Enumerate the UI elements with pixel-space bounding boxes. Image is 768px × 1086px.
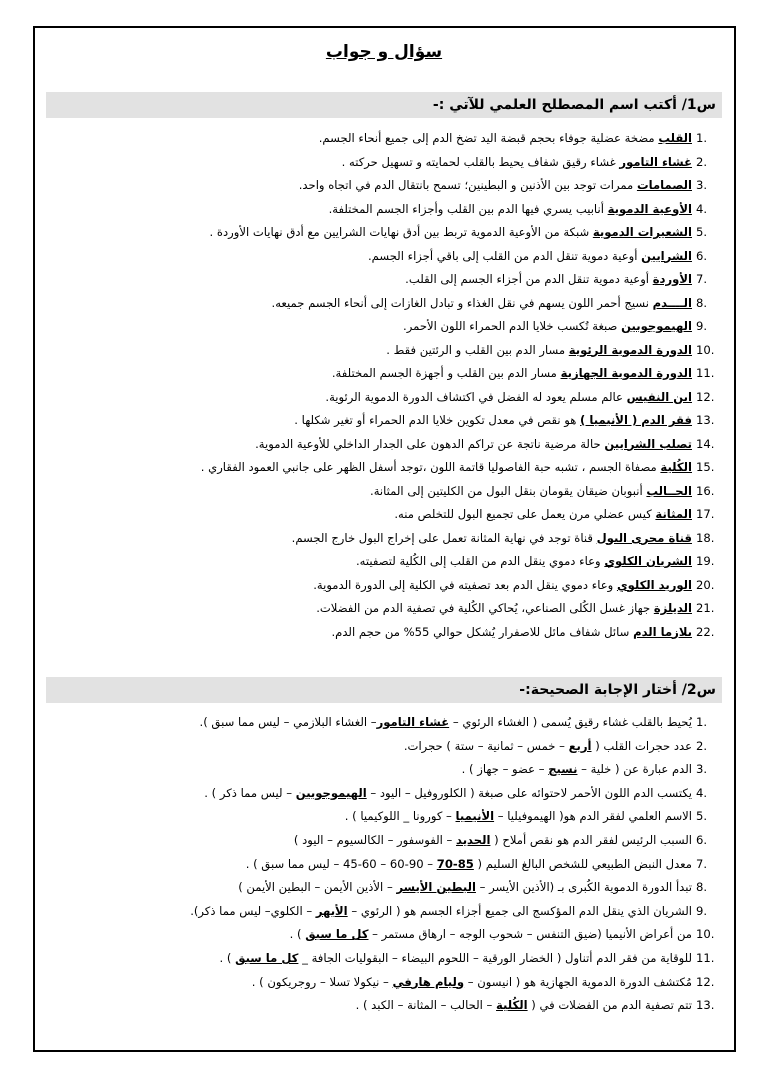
term: الهيموجوبين: [621, 319, 692, 333]
item-number: 7.: [696, 856, 708, 871]
mcq-text-before: معدل النبض الطبيعي للشخص البالغ السليم (: [473, 856, 692, 871]
mcq-row: [46, 900, 696, 924]
item-number: 21.: [696, 601, 715, 615]
definition-item: [46, 198, 722, 222]
mcq-item: [46, 735, 722, 759]
definition-row: [46, 245, 696, 269]
item-number: 5.: [696, 225, 708, 239]
definition-item: [46, 315, 722, 339]
mcq-text-after: – الأذين الأيمن – البطين الأيمن ): [238, 880, 397, 895]
mcq-item: [46, 711, 722, 735]
item-number: 11.: [696, 366, 715, 380]
definition-item: [46, 409, 722, 433]
page-title: سؤال و جواب: [325, 42, 443, 62]
q1-list: [46, 127, 722, 644]
item-number: 8.: [696, 880, 708, 895]
item-number: 10.: [696, 927, 715, 942]
definition-row: [46, 174, 696, 198]
mcq-row: [46, 782, 696, 806]
definition-row: [46, 597, 696, 621]
definition-item: [46, 597, 722, 621]
item-number: 2.: [696, 154, 708, 169]
definition-item: [46, 433, 722, 457]
mcq-row: [46, 758, 696, 782]
mcq-text-after: – الكلوي– ليس مما ذكر).: [190, 903, 316, 918]
term: ابن النفيس: [626, 389, 692, 404]
section-q2-heading: س2/ أختار الإجابة الصحيحة:-: [46, 677, 722, 703]
definition-text: وعاء دموي ينقل الدم بعد تصفيته في الكلية إلى الدورة الدموية.: [313, 577, 617, 592]
item-number: 11.: [696, 950, 715, 965]
mcq-item: [46, 805, 722, 829]
term: غشاء التامور: [619, 154, 692, 169]
definition-item: [46, 527, 722, 551]
definition-text: وعاء دموي ينقل الدم من القلب إلى الكُلية لتصفيته.: [355, 554, 605, 568]
mcq-text-after: – خمس – ثمانية – ستة ) حجرات.: [403, 738, 569, 753]
mcq-text-before: عدد حجرات القلب (: [591, 738, 692, 753]
mcq-row: [46, 971, 696, 995]
mcq-row: [46, 923, 696, 947]
term: الشرايين: [641, 248, 692, 263]
definition-row: [46, 362, 696, 386]
mcq-item: [46, 971, 722, 995]
item-number: 18.: [696, 530, 715, 545]
mcq-row: [46, 853, 696, 877]
mcq-text-before: الدم عبارة عن ( خلية –: [577, 762, 692, 777]
definition-text: سائل شفاف مائل للاصفرار يُشكل حوالي 55% من حجم الدم.: [331, 624, 634, 639]
definition-item: [46, 456, 722, 480]
item-number: 10.: [696, 342, 715, 357]
item-number: 8.: [696, 295, 708, 310]
definition-row: [46, 621, 696, 645]
correct-answer: غشاء التامور: [376, 715, 450, 729]
mcq-text-before: تتم تصفية الدم من الفضلات في (: [527, 998, 692, 1013]
mcq-item: [46, 782, 722, 806]
definition-text: أوعية دموية تنقل الدم من القلب إلى باقي أجزاء الجسم.: [367, 248, 642, 263]
mcq-item: [46, 994, 722, 1018]
item-number: 12.: [696, 974, 715, 989]
mcq-text-after: – الفوسفور – الكالسيوم – اليود ): [293, 832, 456, 847]
correct-answer: البطين الأيسر: [396, 880, 476, 895]
definition-text: صبغة تُكسب خلايا الدم الحمراء اللون الأحمر.: [403, 319, 622, 333]
term: القلب: [658, 131, 692, 145]
correct-answer: وليام هارفي: [392, 974, 465, 989]
definition-row: [46, 127, 696, 151]
item-number: 9.: [696, 319, 708, 333]
mcq-text-after: – كورونا _ اللوكيميا ) .: [344, 809, 456, 824]
item-number: 3.: [696, 762, 708, 777]
term: الأوردة: [652, 272, 692, 286]
definition-item: [46, 621, 722, 645]
item-number: 13.: [696, 998, 715, 1013]
correct-answer: الأبهر: [315, 903, 348, 918]
mcq-item: [46, 947, 722, 971]
definition-text: جهاز غسل الكُلى الصناعي، يُحاكي الكُلية في تصفية الدم من الفضلات.: [316, 601, 654, 615]
definition-text: كيس عضلي مرن يعمل على تجميع البول للتخلص منه.: [394, 507, 656, 521]
definition-text: نسيج أحمر اللون يسهم في نقل الغذاء و تبادل الغازات إلى أنحاء الجسم جميعه.: [271, 295, 653, 310]
mcq-text-before: السبب الرئيس لفقر الدم هو نقص أملاح (: [490, 832, 692, 847]
term: فقر الدم ( الأنيميا ): [580, 413, 692, 427]
mcq-row: [46, 876, 696, 900]
term: الأوعية الدموية: [607, 201, 692, 216]
item-number: 9.: [696, 903, 708, 918]
mcq-row: [46, 829, 696, 853]
mcq-item: [46, 876, 722, 900]
mcq-text-before: يُحيط بالقلب غشاء رقيق يُسمى ( الغشاء الرئوي –: [449, 715, 692, 729]
mcq-item: [46, 758, 722, 782]
mcq-text-after: – عضو – جهاز ) .: [461, 762, 549, 777]
item-number: 3.: [696, 178, 708, 192]
definition-row: [46, 292, 696, 316]
correct-answer: الأنيميا: [455, 809, 495, 824]
definition-text: شبكة من الأوعية الدموية تربط بين أدق نهايات الشرايين مع أدق نهايات الأوردة .: [209, 225, 593, 239]
item-number: 2.: [696, 738, 708, 753]
correct-answer: الحديد: [456, 832, 491, 847]
mcq-text-before: مُكتشف الدورة الدموية الجهازية هو ( انيسون –: [464, 974, 692, 989]
item-number: 20.: [696, 577, 715, 592]
definition-row: [46, 386, 696, 410]
definition-item: [46, 480, 722, 504]
item-number: 12.: [696, 389, 715, 404]
mcq-text-before: للوقاية من فقر الدم أتناول ( الخضار الورقية – اللحوم البيضاء – البقوليات الجافة _: [298, 950, 692, 965]
mcq-row: [46, 805, 696, 829]
definition-text: قناة توجد في نهاية المثانة تعمل على إخراج البول خارج الجسم.: [291, 530, 597, 545]
mcq-text-after: – الحالب – المثانة – الكبد ) .: [355, 998, 497, 1013]
definition-row: [46, 550, 696, 574]
mcq-text-before: الاسم العلمي لفقر الدم هو( الهيموفيليا –: [494, 809, 692, 824]
correct-answer: كل ما سبق: [305, 927, 369, 942]
term: الصمامات: [636, 178, 692, 192]
definition-item: [46, 550, 722, 574]
mcq-text-after: – 90-60 – 60-45 – ليس مما سبق ) .: [245, 856, 437, 871]
definition-row: [46, 268, 696, 292]
definition-item: [46, 339, 722, 363]
definition-item: [46, 245, 722, 269]
definition-row: [46, 198, 696, 222]
mcq-item: [46, 853, 722, 877]
definition-text: هو نقص في معدل تكوين خلايا الدم الحمراء أو تغير شكلها .: [294, 413, 581, 427]
section-q1: [46, 92, 722, 644]
item-number: 17.: [696, 507, 715, 521]
definition-row: [46, 456, 696, 480]
mcq-text-after: – ليس مما ذكر ) .: [204, 785, 296, 800]
definition-text: مصفاة الجسم ، تشبه حبة الفاصوليا قاتمة اللون ،توجد أسفل الظهر على جانبي العمود الفقاري .: [200, 460, 661, 474]
mcq-row: [46, 994, 696, 1018]
correct-answer: الهيموجوبين: [295, 785, 367, 800]
definition-item: [46, 362, 722, 386]
term: الوريد الكلوي: [616, 577, 692, 592]
definition-text: غشاء رقيق شفاف يحيط بالقلب لحمايته و تسهيل حركته .: [341, 154, 620, 169]
definition-text: مسار الدم بين القلب و أجهزة الجسم المختلفة.: [331, 366, 561, 380]
term: بلازما الدم: [633, 624, 692, 639]
mcq-text-before: تبدأ الدورة الدموية الكُبرى بـ (الأذين الأيسر –: [475, 880, 692, 895]
mcq-text-after: ) .: [219, 950, 236, 965]
definition-row: [46, 409, 696, 433]
definition-text: حالة مرضية ناتجة عن تراكم الدهون على الجدار الداخلي للأوعية الدموية.: [255, 436, 605, 451]
definition-text: أوعية دموية تنقل الدم من أجزاء الجسم إلى القلب.: [405, 272, 653, 286]
correct-answer: الكُلية: [496, 998, 528, 1013]
section-q1-heading: س1/ أكتب اسم المصطلح العلمي للآتي :-: [46, 92, 722, 118]
definition-item: [46, 574, 722, 598]
definition-item: [46, 174, 722, 198]
correct-answer: كل ما سبق: [235, 950, 299, 965]
definition-row: [46, 151, 696, 175]
term: الدورة الدموية الرئوية: [568, 342, 692, 357]
definition-item: [46, 151, 722, 175]
term: الــــدم: [652, 295, 692, 310]
mcq-item: [46, 900, 722, 924]
term: الشعيرات الدموية: [592, 225, 692, 239]
mcq-text-after: ) .: [289, 927, 306, 942]
correct-answer: نسيج: [548, 762, 578, 777]
term: قناة مجرى البول: [596, 530, 692, 545]
item-number: 5.: [696, 809, 708, 824]
definition-row: [46, 527, 696, 551]
definition-row: [46, 315, 696, 339]
item-number: 13.: [696, 413, 715, 427]
definition-row: [46, 503, 696, 527]
definition-text: ممرات توجد بين الأذنين و البطينين؛ تسمح بانتقال الدم في اتجاه واحد.: [298, 178, 637, 192]
definition-row: [46, 221, 696, 245]
term: الدورة الدموية الجهازية: [560, 366, 692, 380]
definition-item: [46, 292, 722, 316]
item-number: 6.: [696, 248, 708, 263]
definition-item: [46, 268, 722, 292]
correct-answer: 85-70: [436, 856, 474, 871]
item-number: 4.: [696, 201, 708, 216]
item-number: 6.: [696, 832, 708, 847]
definition-text: عالم مسلم يعود له الفضل في اكتشاف الدورة الدموية الرئوية.: [325, 389, 627, 404]
term: الشريان الكلوي: [604, 554, 692, 568]
definition-row: [46, 480, 696, 504]
mcq-text-before: من أعراض الأنيميا (ضيق التنفس – شحوب الوجه – ارهاق مستمر –: [368, 927, 692, 942]
definition-row: [46, 339, 696, 363]
definition-item: [46, 503, 722, 527]
section-q2: [46, 677, 722, 1018]
definition-row: [46, 433, 696, 457]
definition-item: [46, 386, 722, 410]
definition-item: [46, 221, 722, 245]
definition-item: [46, 127, 722, 151]
item-number: 7.: [696, 272, 708, 286]
correct-answer: أربع: [568, 738, 592, 753]
q2-list: [46, 711, 722, 1018]
mcq-row: [46, 711, 696, 735]
item-number: 14.: [696, 436, 715, 451]
mcq-text-after: – نيكولا تسلا – روجريكون ) .: [251, 974, 393, 989]
definition-row: [46, 574, 696, 598]
mcq-row: [46, 947, 696, 971]
mcq-item: [46, 923, 722, 947]
item-number: 15.: [696, 460, 715, 474]
item-number: 19.: [696, 554, 715, 568]
term: الكُلية: [660, 460, 692, 474]
definition-text: أنبوبان ضيقان يقومان بنقل البول من الكليتين إلى المثانة.: [370, 483, 647, 498]
mcq-text-before: الشريان الذي ينقل الدم المؤكسج الى جميع أجزاء الجسم هو ( الرئوي –: [347, 903, 692, 918]
term: الديلزة: [653, 601, 692, 615]
definition-text: مضخة عضلية جوفاء بحجم قبضة اليد تضخ الدم إلى جميع أنحاء الجسم.: [318, 131, 659, 145]
term: تصلب الشرايين: [604, 436, 692, 451]
item-number: 1.: [696, 131, 708, 145]
term: المثانة: [655, 507, 692, 521]
term: الحــالب: [646, 483, 692, 498]
mcq-text-before: يكتسب الدم اللون الأحمر لاحتوائه على صبغة ( الكلوروفيل – اليود –: [366, 785, 692, 800]
item-number: 4.: [696, 785, 708, 800]
item-number: 1.: [696, 715, 708, 729]
item-number: 22.: [696, 624, 715, 639]
mcq-text-after: – الغشاء البلازمي – ليس مما سبق ).: [199, 715, 377, 729]
mcq-item: [46, 829, 722, 853]
definition-text: مسار الدم بين القلب و الرئتين فقط .: [386, 342, 569, 357]
definition-text: أنابيب يسري فيها الدم بين القلب وأجزاء الجسم المختلفة.: [328, 201, 608, 216]
mcq-row: [46, 735, 696, 759]
item-number: 16.: [696, 483, 715, 498]
